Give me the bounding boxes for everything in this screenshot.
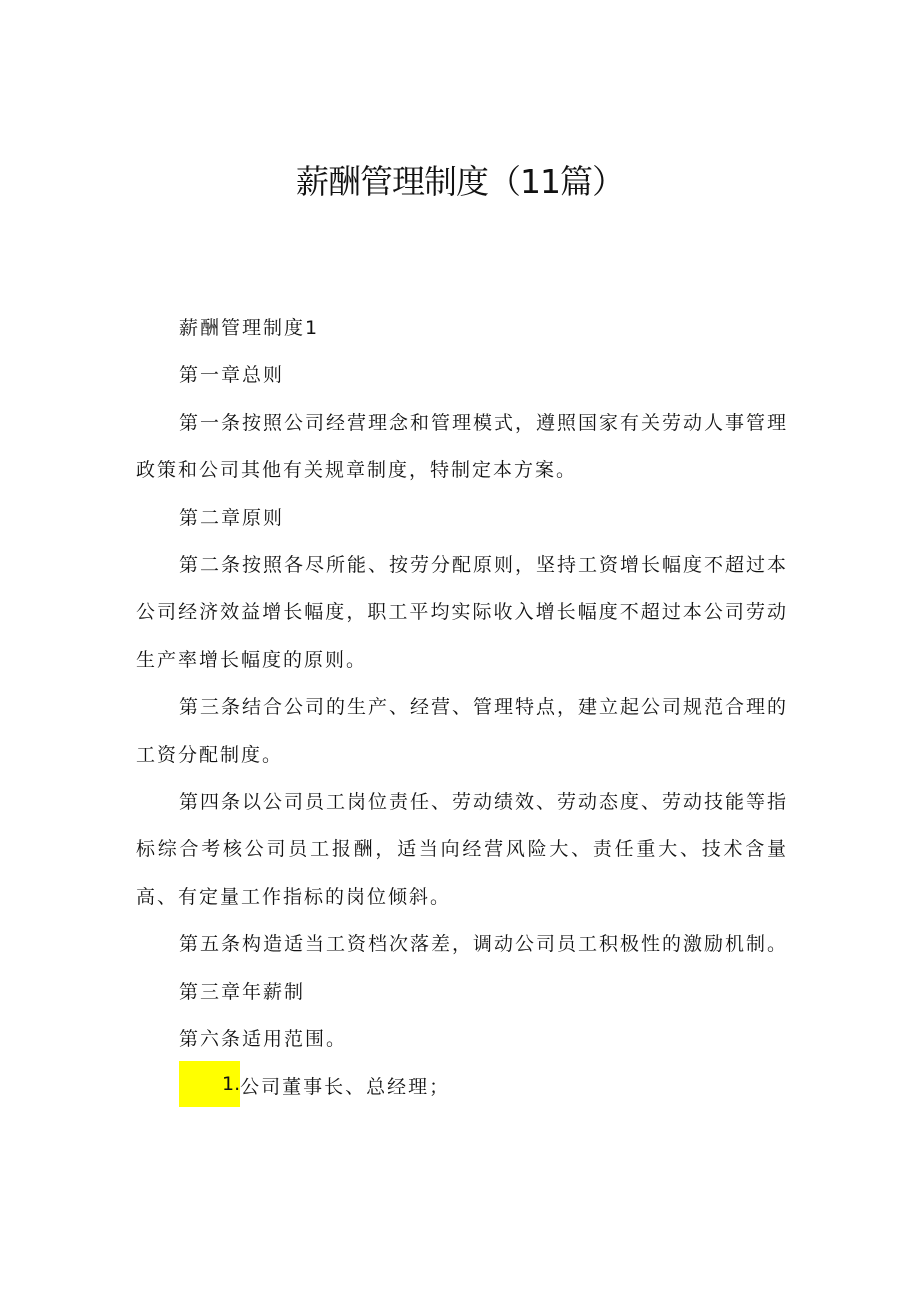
paragraph: 第六条适用范围。: [179, 1028, 348, 1051]
paragraph: 第一条按照公司经营理念和管理模式，遵照国家有关劳动人事管理政策和公司其他有关规章制度，特制定本方案。: [136, 411, 789, 482]
paragraph: 第四条以公司员工岗位责任、劳动绩效、劳动态度、劳动技能等指标综合考核公司员工报酬，适当向经营风险大、责任重大、技术含量高、有定量工作指标的岗位倾斜。: [136, 791, 789, 908]
paragraph: 薪酬管理制度1: [179, 317, 320, 339]
chapter-heading: 第三章年薪制: [179, 980, 306, 1003]
document-title: 薪酬管理制度（11篇）: [296, 162, 624, 201]
list-item-text: 公司董事长、总经理；: [240, 1075, 451, 1098]
paragraph: 第五条构造适当工资档次落差，调动公司员工积极性的激励机制。: [179, 933, 789, 956]
paragraph: 第二条按照各尽所能、按劳分配原则，坚持工资增长幅度不超过本公司经济效益增长幅度，职工平均实际收入增长幅度不超过本公司劳动生产率增长幅度的原则。: [136, 554, 789, 671]
chapter-heading: 第一章总则: [179, 364, 285, 387]
list-item: [136, 1064, 788, 1111]
chapter-heading: 第二章原则: [179, 506, 285, 529]
document-body: [136, 305, 788, 1111]
paragraph: 第三条结合公司的生产、经营、管理特点，建立起公司规范合理的工资分配制度。: [136, 696, 789, 766]
list-marker-highlight: 1.: [179, 1061, 240, 1107]
